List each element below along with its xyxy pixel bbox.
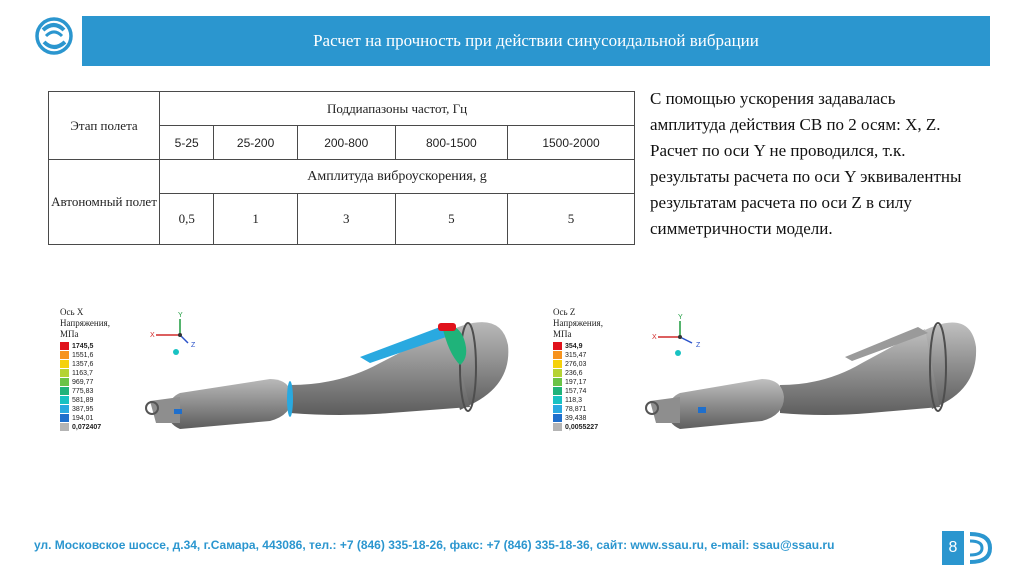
scale-value: 197,17 — [565, 379, 587, 386]
scale-swatch — [60, 342, 69, 351]
scale-value: 969,77 — [72, 379, 94, 386]
scale-value: 276,03 — [565, 361, 587, 368]
scale-swatch — [553, 387, 562, 396]
amplitude-cell: 1 — [214, 194, 297, 245]
stress-legend-z — [553, 307, 603, 432]
frequency-table — [48, 91, 635, 245]
scale-swatch — [553, 405, 562, 414]
range-cell: 1500-2000 — [508, 126, 635, 160]
amplitude-header: Амплитуда виброускорения, g — [160, 160, 635, 194]
scale-swatch — [553, 423, 562, 432]
axis-x-label: X — [652, 334, 657, 341]
scale-value: 0,072407 — [72, 424, 102, 431]
fem-model-x — [140, 305, 525, 440]
scale-swatch — [553, 351, 562, 360]
scale-value: 236,6 — [565, 370, 583, 377]
range-cell: 5-25 — [160, 126, 214, 160]
axis-y-label: Y — [178, 312, 183, 319]
description-text: С помощью ускорения задавалась амплитуда действия СВ по 2 осям: X, Z. Расчет по оси Y не проводился, т.к. результаты расчета по оси Y эквивалентны результатам расчета по оси Z в силу симметричности модели. — [650, 89, 962, 238]
scale-swatch — [60, 414, 69, 423]
scale-swatch — [553, 369, 562, 378]
stage-value: Автономный полет — [49, 160, 160, 245]
color-scale — [553, 342, 562, 432]
range-cell: 200-800 — [297, 126, 395, 160]
page-title: Расчет на прочность при действии синусоидальной вибрации — [313, 31, 759, 50]
amplitude-cell: 0,5 — [160, 194, 214, 245]
scale-swatch — [60, 378, 69, 387]
scale-value: 1163,7 — [72, 370, 93, 377]
scale-swatch — [60, 360, 69, 369]
legend-axis: Ось X — [60, 307, 84, 317]
scale-value: 194,01 — [72, 415, 94, 422]
stress-legend-x — [60, 307, 110, 432]
footer-contacts: ул. Московское шоссе, д.34, г.Самара, 443086, тел.: +7 (846) 335-18-26, факс: +7 (846) 335-18-36, сайт: www.ssau.ru, e-mail: ssau@ssau.ru — [34, 538, 835, 552]
axis-triad — [652, 314, 701, 356]
university-logo — [34, 14, 74, 62]
axis-z-label: Z — [696, 342, 701, 349]
scale-value: 1551,6 — [72, 352, 94, 359]
scale-swatch — [60, 423, 69, 432]
scale-swatch — [553, 396, 562, 405]
axis-z-label: Z — [191, 342, 196, 349]
corner-logo — [966, 528, 992, 568]
scale-value: 1357,6 — [72, 361, 94, 368]
legend-axis: Ось Z — [553, 307, 576, 317]
amplitude-cell: 5 — [395, 194, 507, 245]
scale-swatch — [60, 369, 69, 378]
page-number: 8 — [942, 531, 964, 565]
color-scale — [60, 342, 69, 432]
scale-value: 315,47 — [565, 352, 587, 359]
scale-value: 157,74 — [565, 388, 587, 395]
stage-header: Этап полета — [49, 92, 160, 160]
legend-unit: МПа — [553, 329, 572, 339]
fem-model-z — [640, 305, 985, 440]
legend-unit: МПа — [60, 329, 79, 339]
scale-value: 1745,5 — [72, 343, 94, 350]
scale-value: 78,871 — [565, 406, 587, 413]
scale-value: 775,83 — [72, 388, 94, 395]
scale-value: 0,0055227 — [565, 424, 599, 431]
subranges-header: Поддиапазоны частот, Гц — [160, 92, 635, 126]
legend-quantity: Напряжения, — [60, 318, 110, 328]
amplitude-cell: 5 — [508, 194, 635, 245]
scale-swatch — [553, 378, 562, 387]
scale-value: 387,95 — [72, 406, 94, 413]
scale-swatch — [553, 342, 562, 351]
scale-value: 354,9 — [565, 343, 583, 350]
scale-value: 581,89 — [72, 397, 94, 404]
header-bar — [82, 16, 990, 66]
legend-quantity: Напряжения, — [553, 318, 603, 328]
scale-swatch — [60, 387, 69, 396]
scale-value: 39,438 — [565, 415, 587, 422]
range-cell: 25-200 — [214, 126, 297, 160]
scale-value: 118,3 — [565, 397, 582, 404]
axis-x-label: X — [150, 332, 155, 339]
scale-swatch — [60, 405, 69, 414]
scale-swatch — [60, 351, 69, 360]
range-cell: 800-1500 — [395, 126, 507, 160]
scale-swatch — [553, 414, 562, 423]
scale-swatch — [553, 360, 562, 369]
axis-y-label: Y — [678, 314, 683, 321]
amplitude-cell: 3 — [297, 194, 395, 245]
axis-triad — [150, 312, 196, 355]
scale-swatch — [60, 396, 69, 405]
